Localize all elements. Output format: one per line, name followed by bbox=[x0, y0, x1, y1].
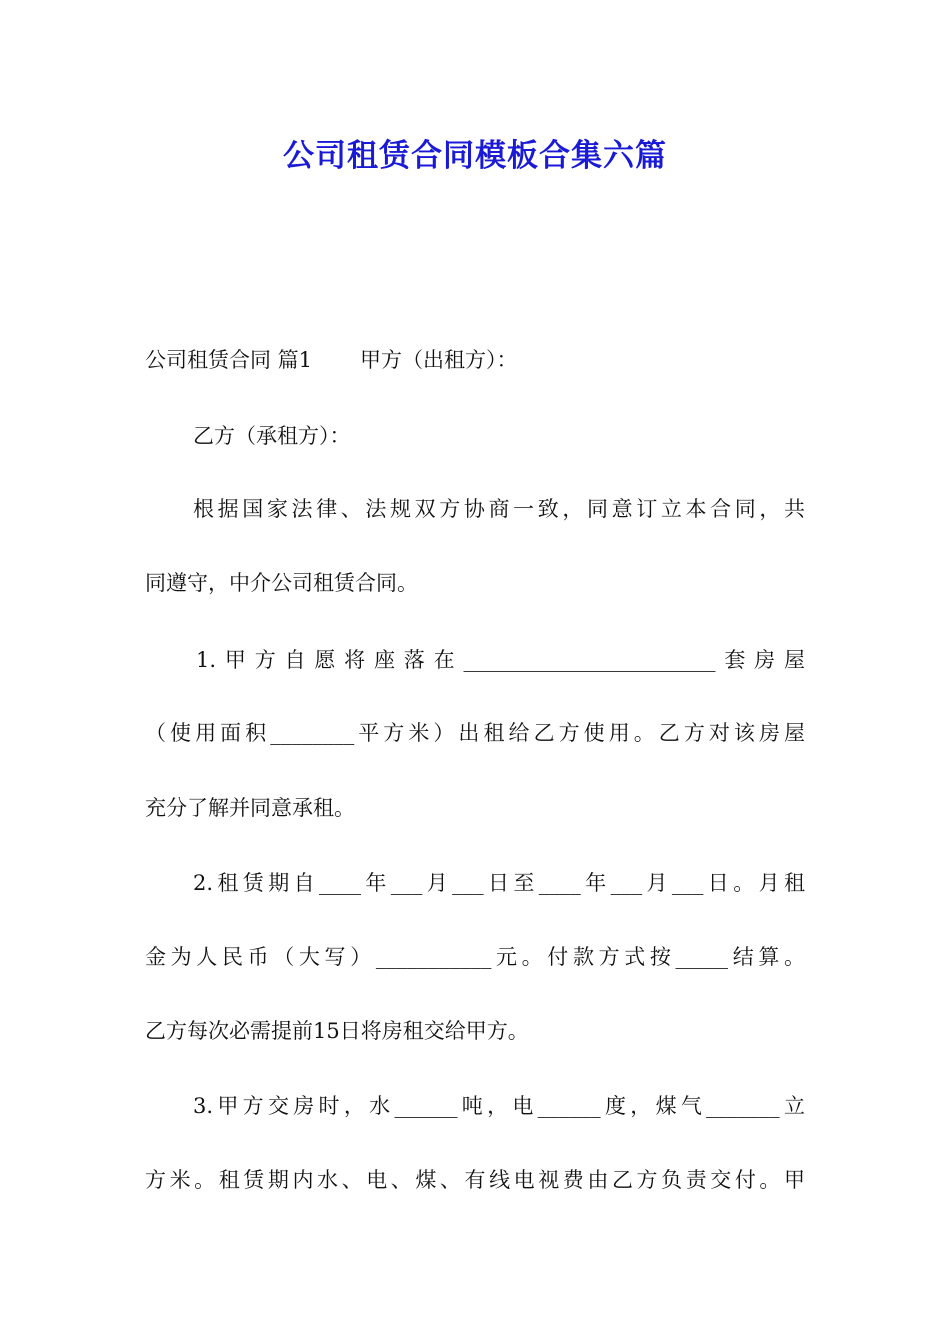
paragraph-intro-line-1: 根据国家法律、法规双方协商一致，同意订立本合同，共 bbox=[193, 497, 805, 521]
clause-3-line-2: 方米。租赁期内水、电、煤、有线电视费由乙方负责交付。甲 bbox=[145, 1168, 805, 1192]
clause-1-line-1: 1.甲方自愿将座落在________________________套房屋 bbox=[196, 648, 805, 672]
clause-2-line-3: 乙方每次必需提前15日将房租交给甲方。 bbox=[145, 1019, 529, 1043]
clause-1-line-3: 充分了解并同意承租。 bbox=[145, 796, 355, 820]
party-b-label: 乙方（承租方）： bbox=[193, 424, 351, 448]
contract-section-title: 公司租赁合同 篇1 bbox=[145, 348, 313, 372]
party-a-label: 甲方（出租方）： bbox=[360, 348, 518, 372]
contract-heading-line bbox=[145, 345, 805, 375]
paragraph-intro-line-2: 同遵守，中介公司租赁合同。 bbox=[145, 571, 418, 595]
clause-1-line-2: （使用面积________平方米）出租给乙方使用。乙方对该房屋 bbox=[145, 721, 805, 745]
clause-2-line-2: 金为人民币（大写）___________元。付款方式按_____结算。 bbox=[145, 945, 805, 969]
clause-3-line-1: 3.甲方交房时，水______吨，电______度，煤气_______立 bbox=[193, 1094, 805, 1118]
clause-2-line-1: 2.租赁期自____年___月___日至____年___月___日。月租 bbox=[193, 871, 805, 895]
document-title: 公司租赁合同模板合集六篇 bbox=[283, 138, 667, 174]
